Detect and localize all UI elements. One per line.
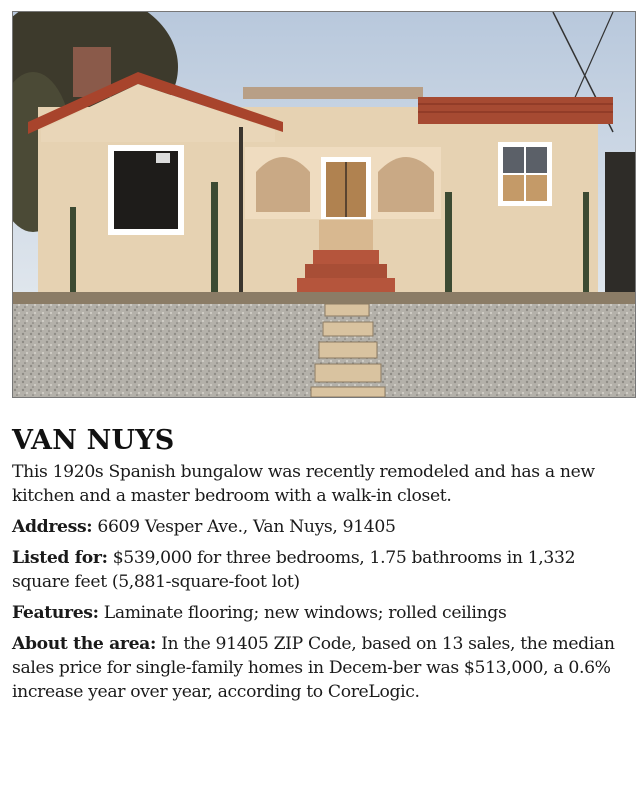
features-value: Laminate flooring; new windows; rolled ceilings (98, 603, 507, 623)
features-line (12, 601, 636, 625)
features-label: Features: (12, 603, 99, 623)
address-line (12, 515, 636, 539)
area-line (12, 632, 636, 704)
intro-paragraph: This 1920s Spanish bungalow was recently remodeled and has a new kitchen and a master bedroom with a walk-in closet. (12, 462, 595, 506)
brick-steps (313, 250, 379, 264)
listed-label: Listed for: (12, 548, 108, 568)
address-label: Address: (12, 517, 93, 537)
area-value: In the 91405 ZIP Code, based on 13 sales, the median sales price for single-family homes in Decem-ber was $513,000, a 0.6% increase year over year, according to CoreLogic. (12, 634, 615, 702)
house-illustration (13, 12, 635, 397)
roof-right (418, 97, 613, 124)
listing-article (12, 424, 636, 704)
listed-value: $539,000 for three bedrooms, 1.75 bathrooms in 1,332 square feet (5,881-square-foot lot) (12, 548, 576, 592)
house-photo (12, 11, 636, 398)
area-label: About the area: (12, 634, 156, 654)
listed-line (12, 546, 636, 594)
headline: VAN NUYS (12, 425, 175, 456)
address-value: 6609 Vesper Ave., Van Nuys, 91405 (92, 517, 396, 537)
